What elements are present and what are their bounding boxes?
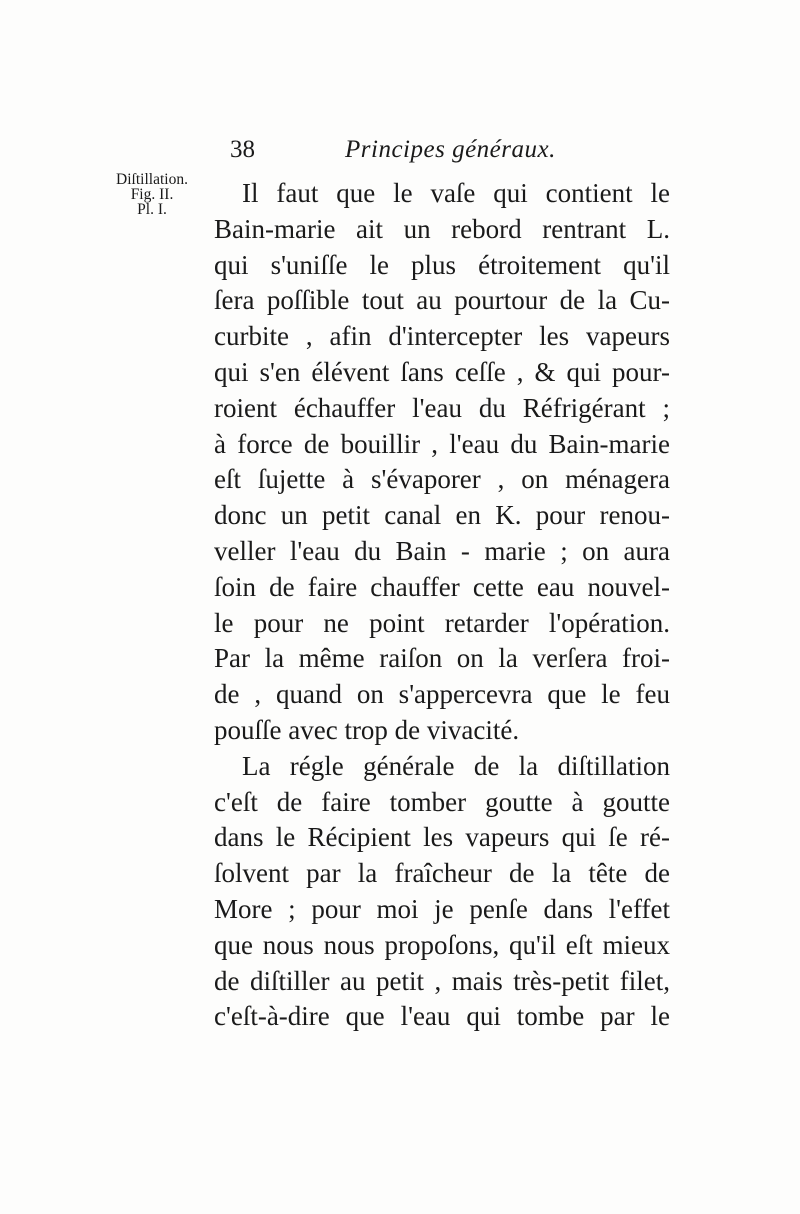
text-line: le pour ne point retarder l'opération.: [214, 607, 670, 638]
text-line: veller l'eau du Bain - marie ; on aura: [214, 535, 670, 566]
text-line: ſoin de faire chauffer cette eau nouvel-: [214, 571, 670, 602]
text-line: à force de bouillir , l'eau du Bain-marie: [214, 428, 670, 459]
text-line: c'eſt-à-dire que l'eau qui tombe par le: [214, 1001, 670, 1032]
text-line: Il faut que le vaſe qui contient le: [242, 178, 670, 208]
text-line: de diſtiller au petit , mais très-petit filet,: [214, 965, 670, 996]
text-line: More ; pour moi je penſe dans l'effet: [214, 893, 670, 924]
text-line: La régle générale de la diſtillation: [242, 750, 670, 781]
text-line: que nous nous propoſons, qu'il eſt mieux: [214, 929, 670, 960]
text-line: ſolvent par la fraîcheur de la tête de: [214, 858, 670, 889]
margin-note-line: Pl. I.: [137, 201, 167, 218]
text-line: c'eſt de faire tomber goutte à goutte: [214, 786, 670, 817]
margin-note-line: Fig. II.: [130, 186, 174, 203]
body-text: [214, 176, 670, 1035]
text-line: Bain-marie ait un rebord rentrant L.: [214, 213, 670, 244]
text-line: dans le Récipient les vapeurs qui ſe ré-: [214, 822, 670, 853]
margin-note: [96, 172, 208, 217]
page-number: 38: [230, 136, 255, 163]
running-title: Principes généraux.: [345, 136, 556, 163]
text-line: eſt ſujette à s'évaporer , on ménagera: [214, 464, 670, 495]
text-line: curbite , afin d'intercepter les vapeurs: [214, 321, 670, 352]
text-line: Par la même raiſon on la verſera froi-: [214, 643, 670, 674]
paragraph-1: [214, 176, 670, 749]
page-header: [230, 136, 670, 172]
text-line: de , quand on s'appercevra que le feu: [214, 679, 670, 710]
paragraph-2: [214, 749, 670, 1035]
text-line: qui s'uniſſe le plus étroitement qu'il: [214, 249, 670, 280]
text-line: ſera poſſible tout au pourtour de la Cu-: [214, 285, 670, 316]
text-line: roient échauffer l'eau du Réfrigérant ;: [214, 392, 670, 423]
margin-note-line: Diſtillation.: [116, 171, 188, 188]
text-line: donc un petit canal en K. pour renou-: [214, 500, 670, 531]
text-line: pouſſe avec trop de vivacité.: [214, 714, 520, 745]
text-line: qui s'en élévent ſans ceſſe , & qui pour-: [214, 356, 670, 387]
